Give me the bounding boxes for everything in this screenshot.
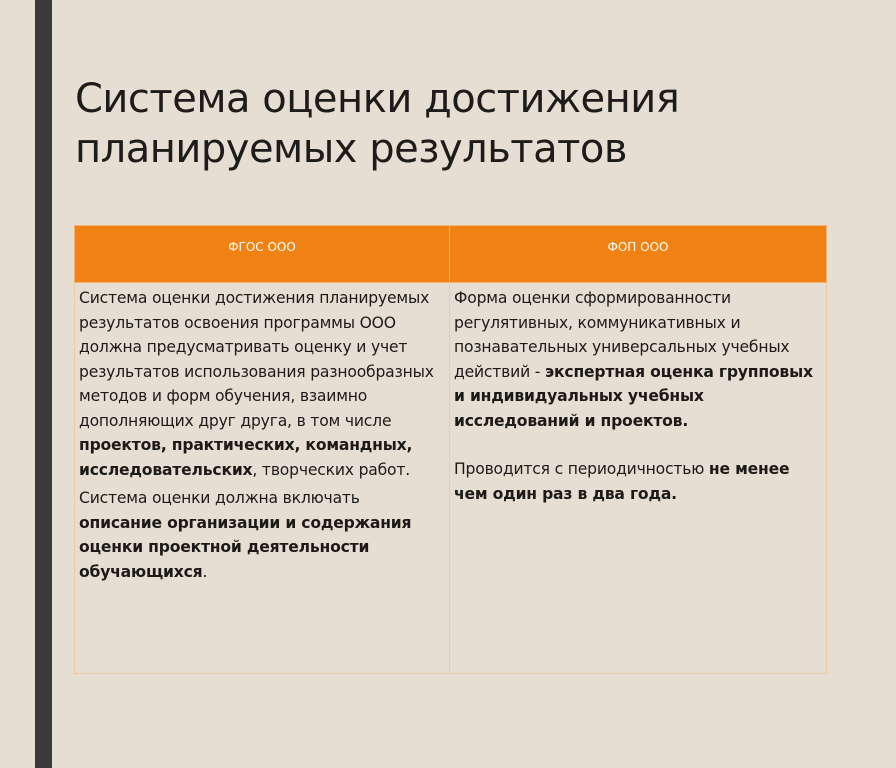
title-line-2: планируемых результатов [75, 126, 627, 172]
fgos-p1-text: Система оценки достижения планируемых результатов освоения программы ООО должна предусматривать оценку и учет результатов использования разнообразных методов и форм обучения, взаимно дополняющих друг друга, в том числе [79, 289, 434, 430]
page-title [75, 74, 855, 174]
fgos-paragraph-2 [79, 486, 445, 584]
fgos-p1-bold: проектов, практических, командных, исследовательских [79, 436, 413, 479]
header-fop: ФОП ООО [450, 226, 827, 283]
fop-p1-bold: экспертная оценка групповых и индивидуальных учебных исследований и проектов. [454, 362, 813, 430]
table-header-row [75, 226, 827, 283]
cell-fgos [75, 283, 450, 674]
fgos-p2-text: Система оценки должна включать [79, 489, 360, 507]
header-fgos: ФГОС ООО [75, 226, 450, 283]
fgos-paragraph-1 [79, 286, 445, 482]
comparison-table [74, 225, 827, 674]
cell-fop [450, 283, 827, 674]
fop-p2-text: Проводится с периодичностью [454, 460, 709, 478]
fop-p2-bold: не менее чем один раз в два года. [454, 460, 790, 503]
title-line-1: Система оценки достижения [75, 76, 680, 122]
fgos-p2-tail: . [202, 562, 208, 581]
side-accent-bar [35, 0, 52, 768]
fgos-p1-tail: , творческих работ. [252, 460, 411, 479]
fop-paragraph-2 [454, 457, 822, 506]
fop-paragraph-1 [454, 286, 822, 433]
fgos-p2-bold: описание организации и содержания оценки проектной деятельности обучающихся [79, 513, 412, 581]
table-row [75, 283, 827, 674]
fop-p1-text: Форма оценки сформированности регулятивных, коммуникативных и познавательных универсальных учебных действий - [454, 289, 790, 381]
